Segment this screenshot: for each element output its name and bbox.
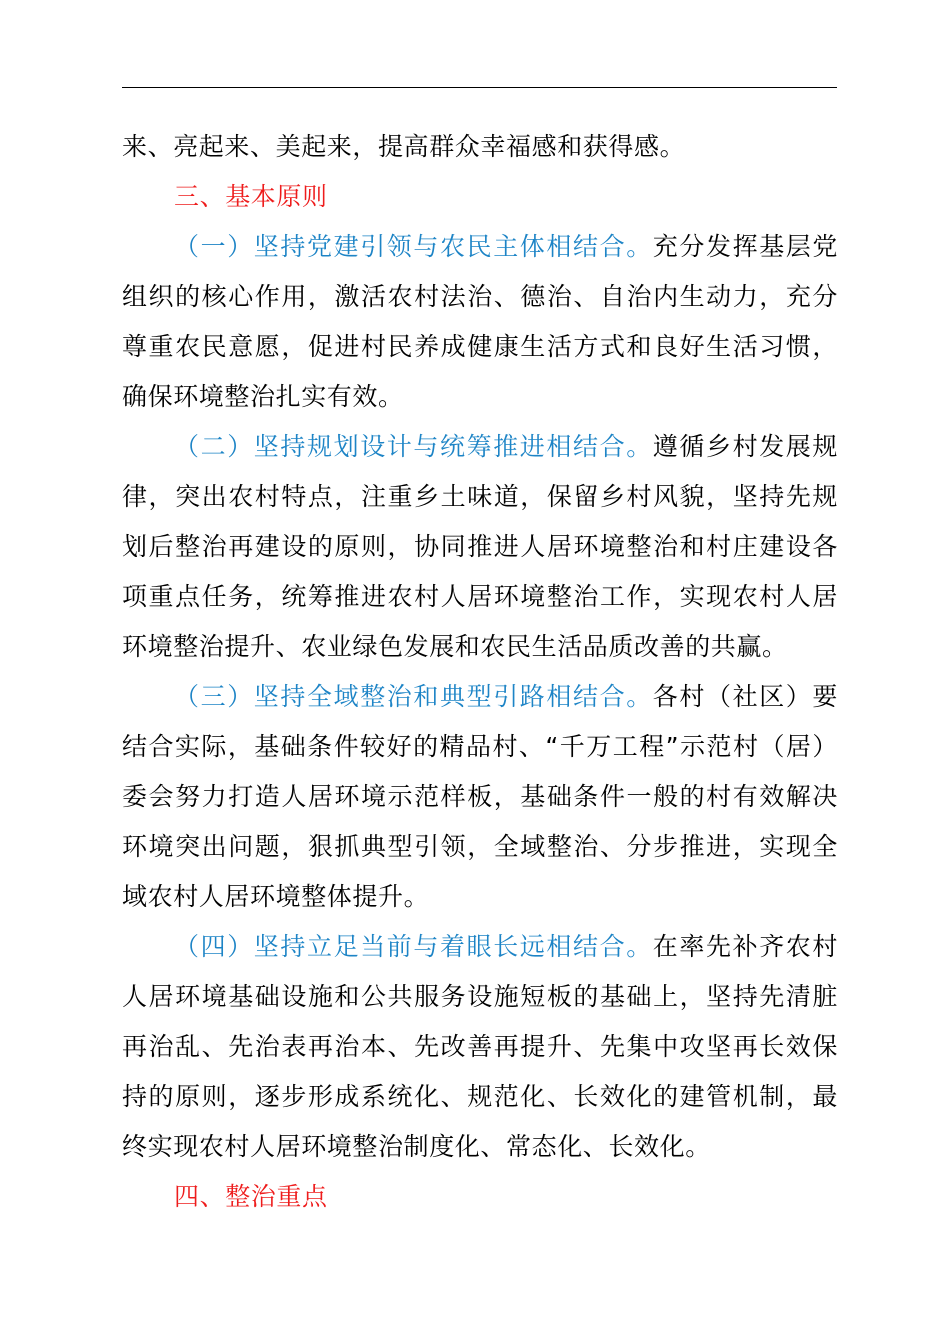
section-4-heading: 四、整治重点 — [174, 1182, 328, 1211]
principle-4-body: 在率先补齐农村人居环境基础设施和公共服务设施短板的基础上，坚持先清脏再治乱、先治表再治本、先改善再提升、先集中攻坚再长效保持的原则，逐步形成系统化、规范化、长效化的建管机制，最终实现农村人居环境整治制度化、常态化、长效化。 — [122, 932, 838, 1161]
intro-tail-paragraph: 来、亮起来、美起来，提高群众幸福感和获得感。 — [122, 132, 686, 161]
header-rule — [122, 87, 837, 88]
principle-3-paragraph — [122, 672, 838, 922]
principle-2-title: （二）坚持规划设计与统筹推进相结合。 — [174, 432, 653, 461]
principle-2-body: 遵循乡村发展规律，突出农村特点，注重乡土味道，保留乡村风貌，坚持先规划后整治再建设的原则，协同推进人居环境整治和村庄建设各项重点任务，统筹推进农村人居环境整治工作，实现农村人居环境整治提升、农业绿色发展和农民生活品质改善的共赢。 — [122, 432, 838, 661]
section-3-heading: 三、基本原则 — [174, 182, 328, 211]
principle-3-title: （三）坚持全域整治和典型引路相结合。 — [174, 682, 653, 711]
principle-4-title: （四）坚持立足当前与着眼长远相结合。 — [174, 932, 653, 961]
document-body — [122, 122, 838, 1222]
principle-1-title: （一）坚持党建引领与农民主体相结合。 — [174, 232, 653, 261]
principle-4-paragraph — [122, 922, 838, 1172]
principle-1-body: 充分发挥基层党组织的核心作用，激活农村法治、德治、自治内生动力，充分尊重农民意愿，促进村民养成健康生活方式和良好生活习惯，确保环境整治扎实有效。 — [122, 232, 838, 411]
principle-3-body: 各村（社区）要结合实际，基础条件较好的精品村、“千万工程”示范村（居）委会努力打造人居环境示范样板，基础条件一般的村有效解决环境突出问题，狠抓典型引领，全域整治、分步推进，实现全域农村人居环境整体提升。 — [122, 682, 838, 911]
principle-1-paragraph — [122, 222, 838, 422]
principle-2-paragraph — [122, 422, 838, 672]
